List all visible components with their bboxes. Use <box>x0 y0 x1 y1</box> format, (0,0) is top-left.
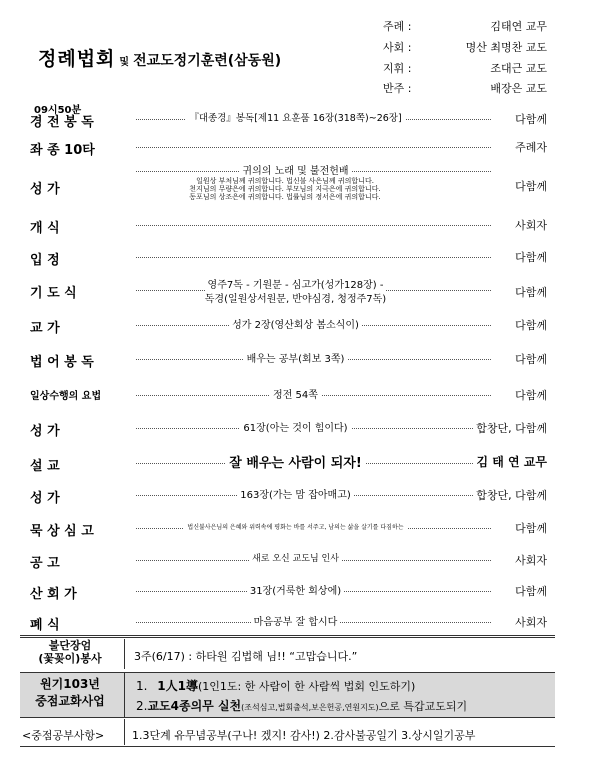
order-performer: 사회자 <box>512 552 547 568</box>
order-row <box>0 275 591 307</box>
refuge-verse: 일원상 부처님께 귀의합니다. 법신불 사은님께 귀의합니다. 천지님의 무량은에 귀의합니다. 부모님의 지극은에 귀의합니다. 동포님의 상조은에 귀의합니다. 법률님의 정서은에 귀의합니다. <box>189 177 381 201</box>
start-time: 09시50분 <box>34 105 82 116</box>
order-row <box>0 347 591 369</box>
order-performer: 주례자 <box>512 139 547 155</box>
section-divider <box>20 635 555 638</box>
order-detail: 법신불사은님의 은혜와 위력속에 평화는 바를 서주고, 남의는 삶을 살기를 다짐하는 <box>0 522 591 531</box>
order-label: 산 회 가 <box>30 587 77 602</box>
section-divider <box>20 746 555 747</box>
offering-text: 3주(6/17) : 하타원 김법해 님!! “고맙습니다.” <box>134 650 358 663</box>
section-divider <box>20 717 555 718</box>
order-label: 입 정 <box>30 253 60 268</box>
order-detail: 성가 2장(영산회상 봄소식이) <box>0 316 591 331</box>
focus-study-text: 1.3단계 유무념공부(구나! 겠지! 감사!) 2.감사불공일기 3.상시일기공부 <box>132 729 476 742</box>
order-row <box>0 160 591 206</box>
order-row <box>0 483 591 505</box>
project-item-2: 2.교도4종의무 실천(조석심고,법회출석,보은헌공,연원지도)으로 특갑교도되기 <box>136 699 468 713</box>
order-label: 설 교 <box>30 459 60 474</box>
leader-dots <box>136 257 491 258</box>
order-row <box>0 579 591 601</box>
section-divider <box>20 672 555 673</box>
order-detail: 163장(가는 맘 잡아매고) <box>0 486 591 501</box>
order-detail: 배우는 공부(회보 3쪽) <box>0 350 591 365</box>
order-row <box>0 548 591 570</box>
order-detail: 마음공부 잘 합시다 <box>0 613 591 628</box>
order-performer: 다함께 <box>512 317 547 333</box>
order-performer: 다함께 <box>512 520 547 536</box>
order-performer: 합창단, 다함께 <box>473 420 547 436</box>
order-label: 경 전 봉 독 <box>30 115 94 130</box>
role-label: 주례 : <box>383 20 412 33</box>
order-label: 성 가 <box>30 491 60 506</box>
order-label: 성 가 <box>30 182 60 197</box>
title-sub: 전교도정기훈련(삼동원) <box>133 53 282 69</box>
role-label: 지휘 : <box>383 62 412 75</box>
order-row <box>0 313 591 335</box>
sermon-title: 잘 배우는 사람이 되자! <box>0 452 591 471</box>
project-label: 원기103년 중점교화사업 <box>35 677 105 708</box>
order-label: 폐 식 <box>30 618 60 633</box>
order-label: 교 가 <box>30 321 60 336</box>
order-performer: 사회자 <box>512 614 547 630</box>
title-main: 정례법회 <box>38 48 116 70</box>
column-divider <box>124 639 125 669</box>
role-label: 반주 : <box>383 82 412 95</box>
order-label: 법 어 봉 독 <box>30 355 94 370</box>
order-performer: 다함께 <box>512 583 547 599</box>
project-item-1: 1. 1人1導(1인1도: 한 사람이 한 사람씩 법회 인도하기) <box>136 679 416 693</box>
order-performer: 합창단, 다함께 <box>473 487 547 503</box>
role-label: 사회 : <box>383 41 412 54</box>
order-performer: 김 태 연 교무 <box>474 453 548 470</box>
order-row <box>0 610 591 632</box>
order-label: 묵 상 심 고 <box>30 524 94 539</box>
focus-study-label: <중점공부사항> <box>22 729 105 742</box>
order-detail: 독경(일원상서원문, 반야심경, 청정주7독) <box>0 290 591 305</box>
order-row <box>0 135 591 157</box>
order-performer: 다함께 <box>512 351 547 367</box>
order-detail: 영주7독 - 기원문 - 심고가(성가128장) - <box>0 276 591 291</box>
order-detail: 정전 54쪽 <box>0 386 591 401</box>
order-row <box>0 516 591 538</box>
order-performer: 다함께 <box>512 284 547 300</box>
order-label: 기 도 식 <box>30 286 77 301</box>
leader-dots <box>136 225 491 226</box>
order-performer: 다함께 <box>512 249 547 265</box>
role-name: 명산 최명찬 교도 <box>465 41 547 54</box>
column-divider <box>124 719 125 745</box>
order-detail: 새로 오신 교도님 인사 <box>0 551 591 564</box>
offering-label: 불단장엄 (꽃꽂이)봉사 <box>38 639 102 665</box>
order-label: 성 가 <box>30 424 60 439</box>
order-row <box>0 416 591 438</box>
column-divider <box>124 672 125 717</box>
leader-dots <box>136 147 491 148</box>
order-row <box>0 383 591 405</box>
order-label: 개 식 <box>30 221 60 236</box>
order-label: 좌 종 10타 <box>30 143 95 158</box>
order-label: 일상수행의 요법 <box>30 391 102 402</box>
order-detail: 61장(아는 것이 힘이다) <box>0 419 591 434</box>
bulletin-title <box>38 44 281 71</box>
title-connector: 및 <box>119 57 131 68</box>
role-name: 김태연 교무 <box>490 20 547 33</box>
order-detail: 귀의의 노래 및 불전헌배 <box>0 162 591 177</box>
order-row <box>0 451 591 473</box>
order-row <box>0 213 591 235</box>
role-name: 배장은 교도 <box>490 82 547 95</box>
order-performer: 다함께 <box>512 178 547 194</box>
order-performer: 다함께 <box>512 387 547 403</box>
order-detail: 31장(거룩한 회상에) <box>0 582 591 597</box>
order-row <box>0 245 591 267</box>
order-row <box>0 107 591 129</box>
order-detail: 『대종경』봉독[제11 요훈품 16장(318쪽)~26장] <box>0 110 591 124</box>
order-performer: 다함께 <box>512 111 547 127</box>
order-label: 공 고 <box>30 556 60 571</box>
role-name: 조대근 교도 <box>490 62 547 75</box>
order-performer: 사회자 <box>512 217 547 233</box>
